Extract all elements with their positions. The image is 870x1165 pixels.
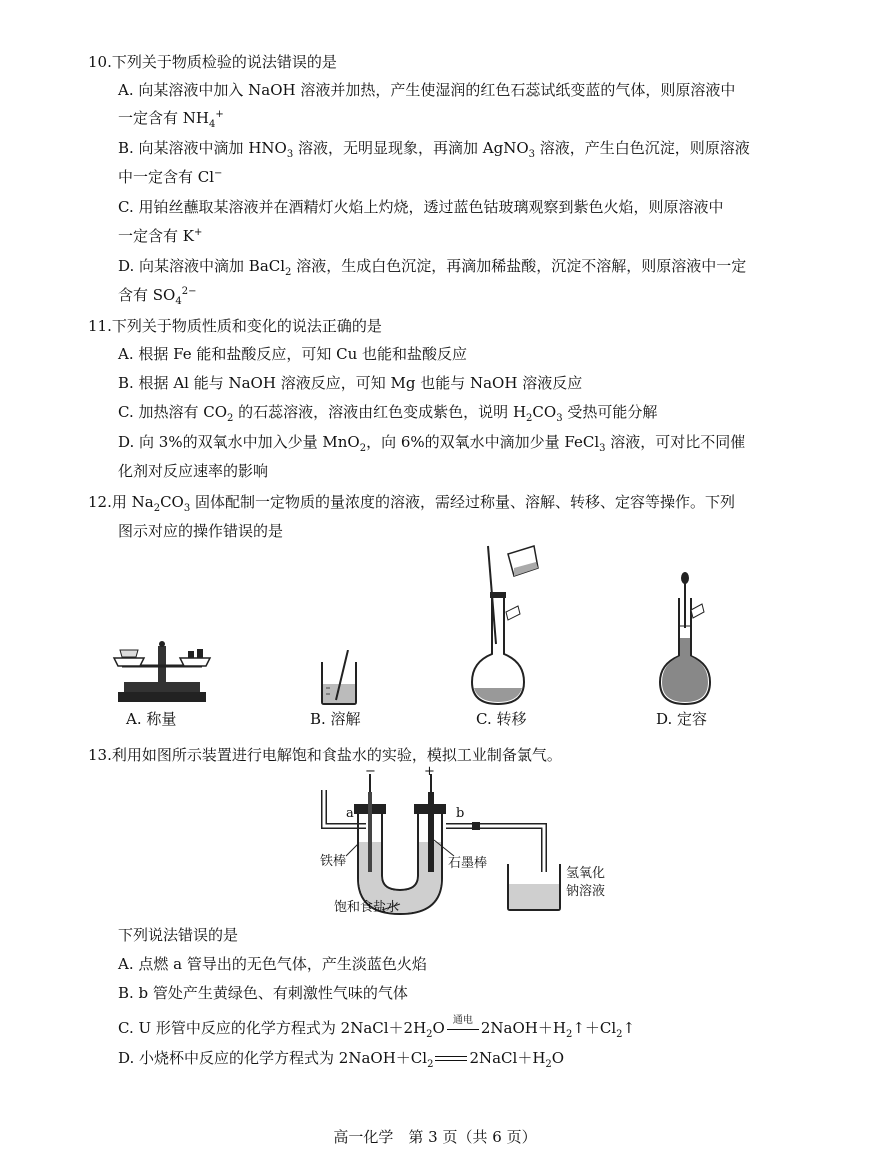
balance-scale-illustration xyxy=(108,638,216,706)
brine-label: 饱和食盐水 xyxy=(334,900,400,915)
q12-caption-b: B. 溶解 xyxy=(310,710,361,728)
q13-option-a: A. 点燃 a 管导出的无色气体，产生淡蓝色火焰 xyxy=(118,955,427,973)
q13-sub-stem: 下列说法错误的是 xyxy=(118,926,239,944)
q11-option-d-line1: D. 向 3%的双氧水中加入少量 MnO$_2$，向 6%的双氧水中滴加少量 FeCl$_3$ 溶液，可对比不同催 xyxy=(118,433,746,454)
reaction-arrow: 通电 xyxy=(445,1022,481,1036)
q12-caption-a: A. 称量 xyxy=(126,710,177,728)
q12-caption-d: D. 定容 xyxy=(656,710,708,728)
q10-option-c-line2: 一定含有 K+ xyxy=(118,227,203,245)
q13-option-c: C. U 形管中反应的化学方程式为 $2NaCl+2H_2O$ 通电 $2NaOH+H_2↑+Cl_2↑$ xyxy=(118,1015,636,1040)
naoh-label-line1: 氢氧化 xyxy=(566,866,606,881)
q12-stem-line1: 12.用 $Na_2CO_3$ 固体配制一定物质的量浓度的溶液，需经过称量、溶解、转移、定容等操作。下列 xyxy=(88,493,736,514)
q10-option-a-line2: 一定含有 $NH_4^+$ xyxy=(118,109,224,130)
graphite-rod-label: 石墨棒 xyxy=(448,856,488,871)
volumetric-flask-dropper-illustration xyxy=(654,568,716,708)
q10-option-b-line2: 中一定含有 Cl− xyxy=(118,168,223,186)
tube-b-label: b xyxy=(456,806,465,821)
q10-option-b-line1: B. 向某溶液中滴加 $HNO_3$ 溶液，无明显现象，再滴加 AgNO$_3$ 溶液，产生白色沉淀，则原溶液 xyxy=(118,139,750,160)
electrode-plus-label: + xyxy=(424,764,435,779)
naoh-label-line2: 钠溶液 xyxy=(566,884,606,899)
q11-stem: 11.下列关于物质性质和变化的说法正确的是 xyxy=(88,317,382,335)
electrode-minus-label: − xyxy=(365,764,376,779)
q13-stem: 13.利用如图所示装置进行电解饱和食盐水的实验，模拟工业制备氯气。 xyxy=(88,746,562,764)
q10-option-c-line1: C. 用铂丝蘸取某溶液并在酒精灯火焰上灼烧，透过蓝色钴玻璃观察到紫色火焰，则原溶液中 xyxy=(118,198,724,216)
tube-a-label: a xyxy=(346,806,354,821)
q12-caption-c: C. 转移 xyxy=(476,710,527,728)
dissolving-beaker-illustration xyxy=(316,650,364,706)
q11-option-c: C. 加热溶有 $CO_2$ 的石蕊溶液，溶液由红色变成紫色，说明 $H_2CO_3$ 受热可能分解 xyxy=(118,403,658,424)
q12-stem-line2: 图示对应的操作错误的是 xyxy=(118,522,284,540)
q13-option-d: D. 小烧杯中反应的化学方程式为 $2NaOH+Cl_2$ $2NaCl+H_2O$ xyxy=(118,1049,565,1070)
q10-option-a-line1: A. 向某溶液中加入 NaOH 溶液并加热，产生使湿润的红色石蕊试纸变蓝的气体，则原溶液中 xyxy=(118,81,736,99)
q13-option-b: B. b 管处产生黄绿色、有刺激性气味的气体 xyxy=(118,984,408,1002)
q11-option-b: B. 根据 Al 能与 NaOH 溶液反应，可知 Mg 也能与 NaOH 溶液反应 xyxy=(118,374,583,392)
q11-option-d-line2: 化剂对反应速率的影响 xyxy=(118,462,269,480)
q10-stem: 10.下列关于物质检验的说法错误的是 xyxy=(88,53,337,71)
iron-rod-label: 铁棒 xyxy=(320,854,347,869)
q10-option-d-line1: D. 向某溶液中滴加 BaCl$_2$ 溶液，生成白色沉淀，再滴加稀盐酸，沉淀不溶解，则原溶液中一定 xyxy=(118,257,747,278)
transfer-flask-illustration xyxy=(468,544,540,708)
equals-sign xyxy=(433,1052,469,1066)
page-footer: 高一化学 第 3 页（共 6 页） xyxy=(333,1128,537,1146)
q11-option-a: A. 根据 Fe 能和盐酸反应，可知 Cu 也能和盐酸反应 xyxy=(118,345,468,363)
q10-option-d-line2: 含有 $SO_4^{2-}$ xyxy=(118,286,197,307)
